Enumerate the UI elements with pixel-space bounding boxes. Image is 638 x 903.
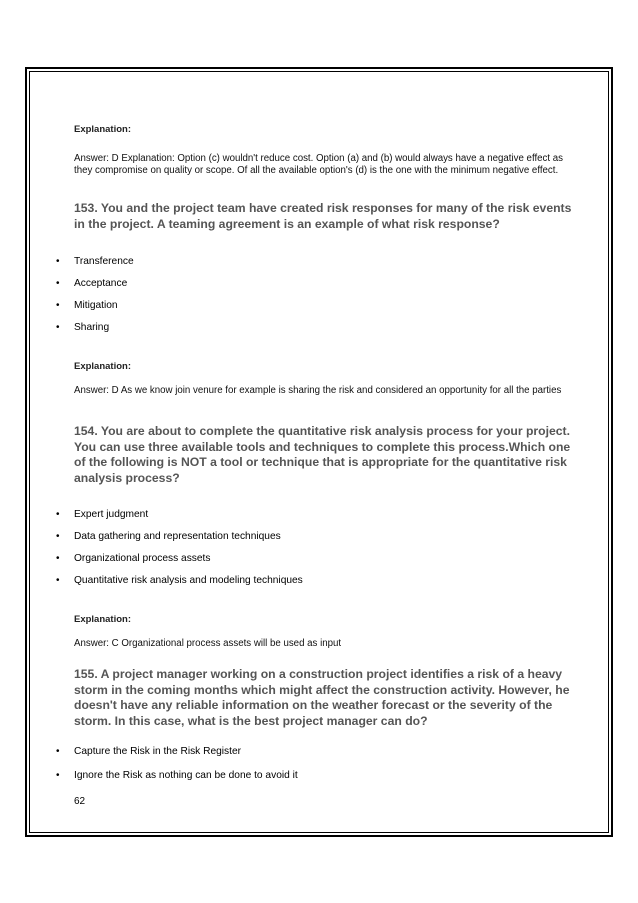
bullet-icon: •	[56, 509, 60, 520]
bullet-icon: •	[56, 278, 60, 289]
question-154: 154. You are about to complete the quantitative risk analysis process for your project. You can use three available tools and techniques to complete this process.Which one of the following is NOT a tool or technique that is appropriate for the quantitative risk analysis process?	[74, 424, 571, 485]
bullet-icon: •	[56, 322, 60, 333]
question-153: 153. You and the project team have created risk responses for many of the risk events in the project. A teaming agreement is an example of what risk response?	[74, 201, 572, 231]
bullet-icon: •	[56, 256, 60, 267]
page-number: 62	[74, 796, 86, 807]
page-content: Explanation: Answer: D Explanation: Option (c) wouldn't reduce cost. Option (a) and (b) would always have a negative effect as they compromise on quality or scope. Of all the available option's (d) is the one with the minimum negative effect. 153. You and the project team have created risk responses for many of the risk events in the project. A teaming agreement is an example of what risk response? • Transference • Acceptance • Mitigation • Sharing Explanation: Answer: D As we know join venure for example is sharing the risk and considered an opportunity for all the parties 154. You are about to complete the quantitative risk analysis process for your project. You can use three available tools and techniques to complete this process.Which one of the following is NOT a tool or technique that is appropriate for the quantitative risk analysis process? • Expert judgment • Data gathering and representation techniques • Organizational process assets • Quantitative risk analysis and modeling techniques Explanation: Answer: C Organizational process assets will be used as input 155. A project manager working on a construction project identifies a risk of a heavy storm in the coming months which might affect the construction activity. However, he doesn't have any reliable information on the weather forecast or the severity of the storm. In this case, what is the best project manager can do? • Capture the Risk in the Risk Register • Ignore the Risk as nothing can be done to avoid it 62	[0, 0, 638, 903]
answer-152: Answer: D Explanation: Option (c) wouldn't reduce cost. Option (a) and (b) would always have a negative effect as they compromise on quality or scope. Of all the available option's (d) is the one with the minimum negative effect.	[74, 153, 563, 176]
answer-154: Answer: C Organizational process assets will be used as input	[74, 638, 342, 649]
explanation-label: Explanation:	[74, 614, 132, 625]
explanation-label: Explanation:	[74, 124, 132, 135]
explanation-label: Explanation:	[74, 361, 132, 372]
bullet-icon: •	[56, 553, 60, 564]
bullet-icon: •	[56, 300, 60, 311]
bullet-icon: •	[56, 770, 60, 781]
bullet-icon: •	[56, 575, 60, 586]
bullet-icon: •	[56, 531, 60, 542]
question-155: 155. A project manager working on a construction project identifies a risk of a heavy storm in the coming months which might affect the construction activity. However, he doesn't have any reliable information on the weather forecast or the severity of the storm. In this case, what is the best project manager can do?	[74, 667, 570, 728]
answer-153: Answer: D As we know join venure for example is sharing the risk and considered an opportunity for all the parties	[74, 385, 562, 396]
bullet-icon: •	[56, 746, 60, 757]
